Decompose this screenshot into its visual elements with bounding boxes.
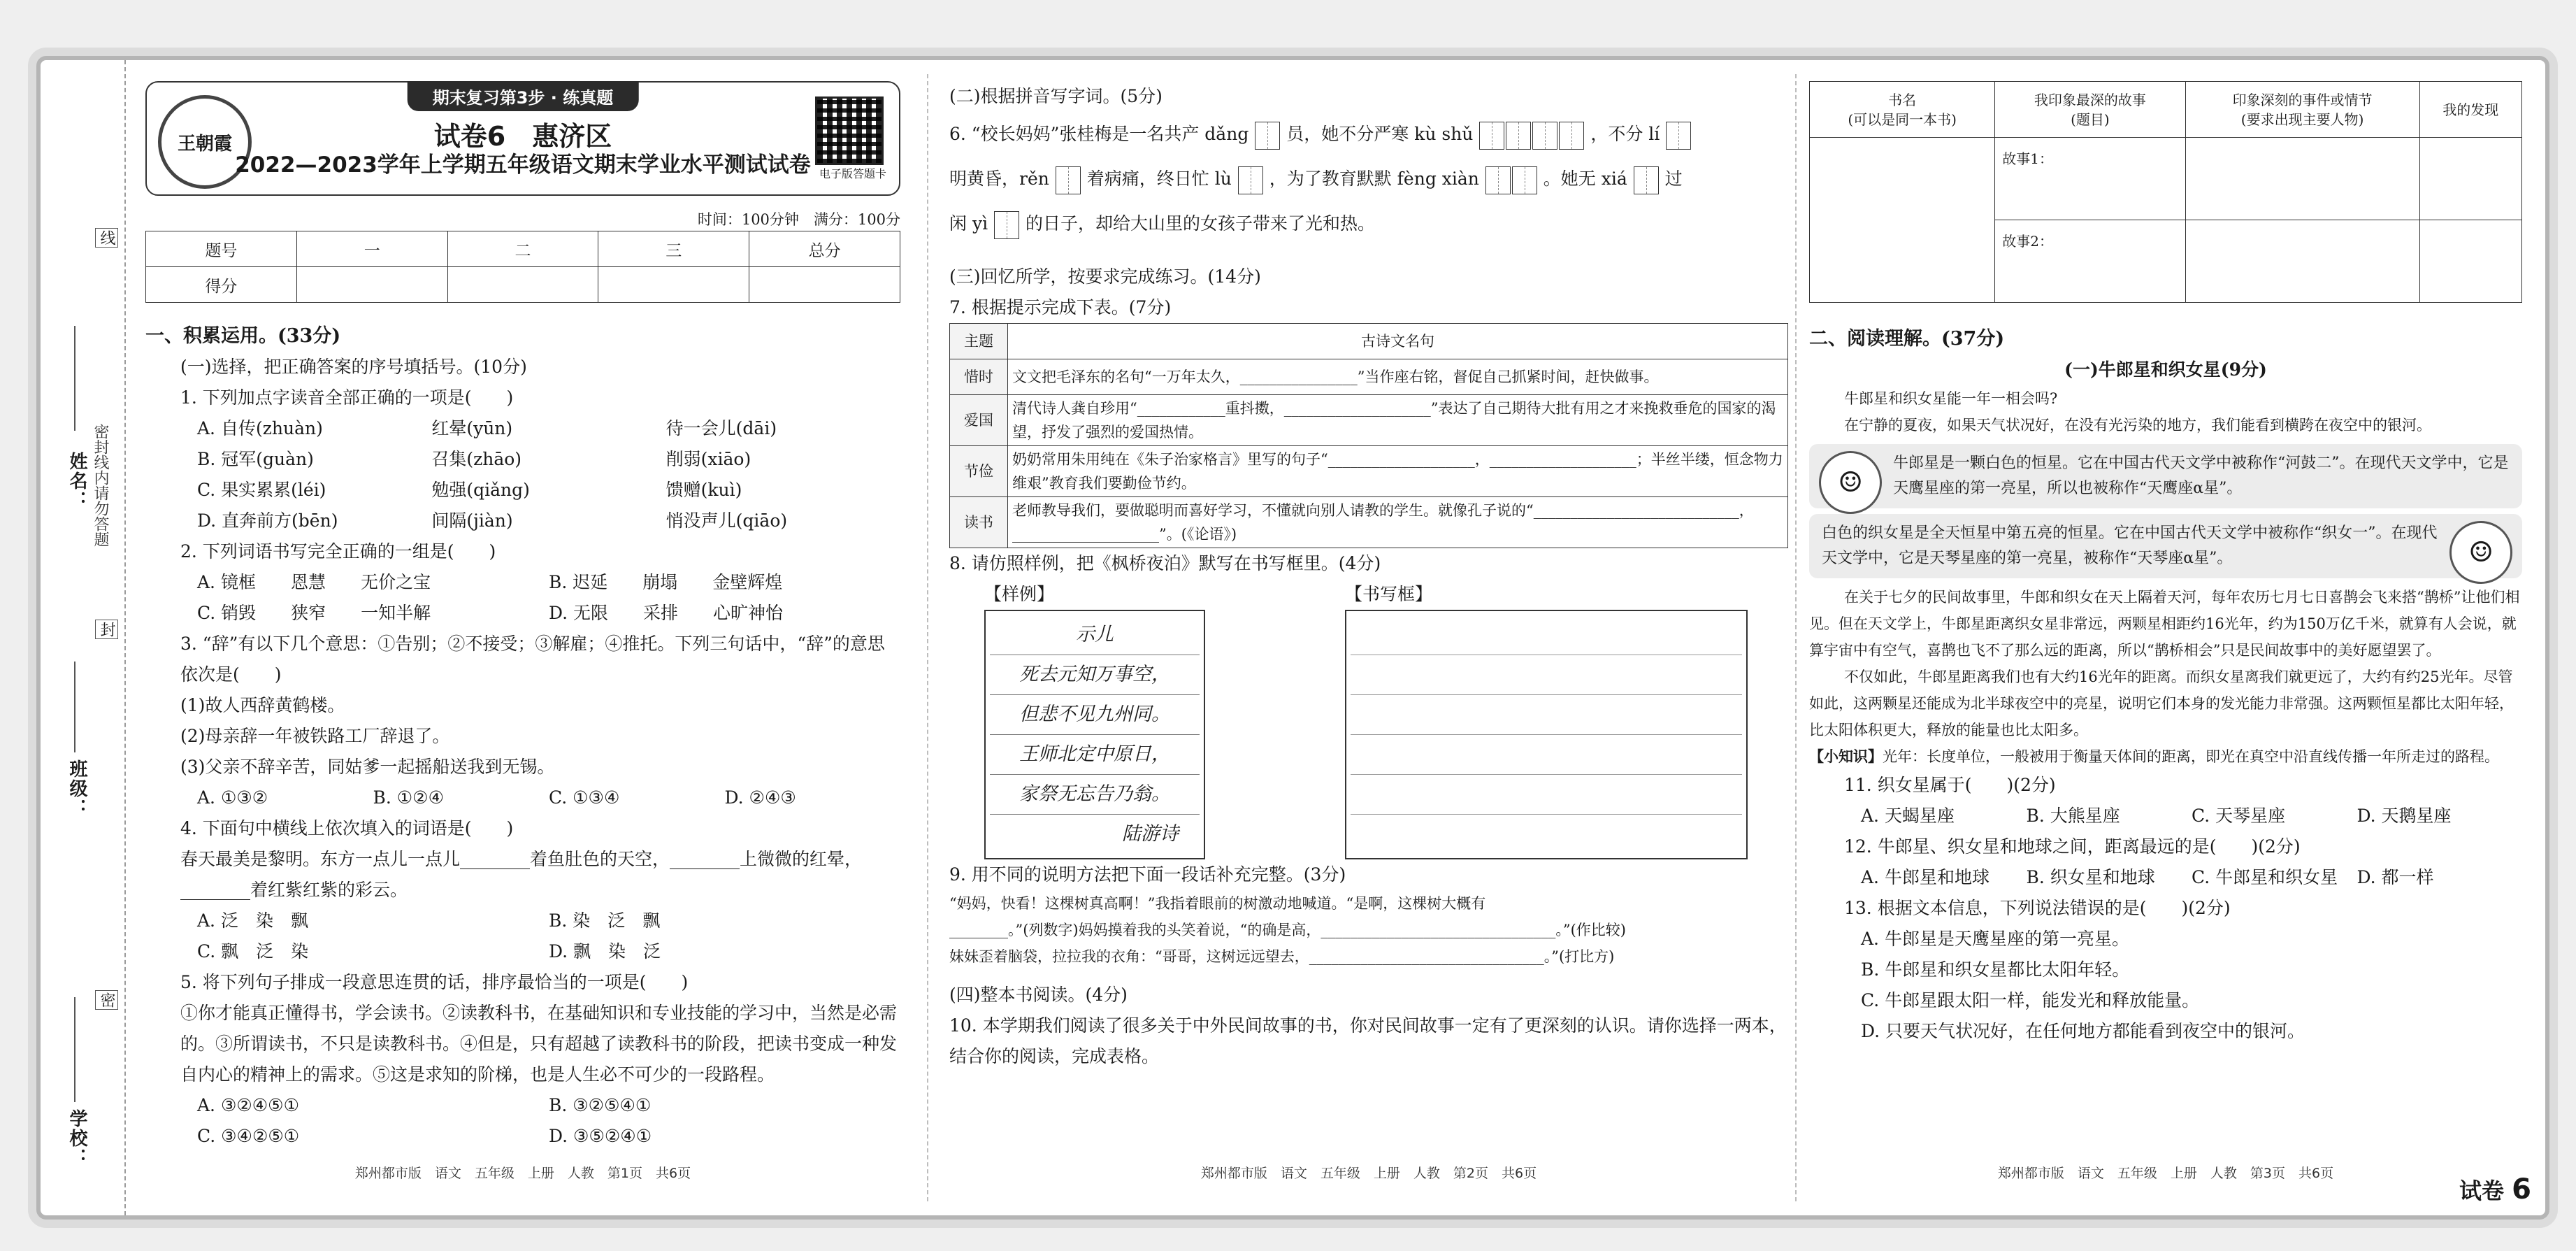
exam-sheet xyxy=(36,56,2549,1220)
sample-line: 家祭无忘告乃翁。 xyxy=(990,775,1200,815)
info-bubble xyxy=(1809,444,2522,508)
poem-prompt[interactable]: 清代诗人龚自珍用“____________重抖擞，____________________”表达了自己期待大批有用之才来挽救垂危的国家的渴望，抒发了强烈的爱国热情。 xyxy=(1008,395,1788,446)
pinyin-box[interactable] xyxy=(1512,166,1537,194)
poem-theme: 爱国 xyxy=(950,395,1008,446)
option[interactable]: A. 镜框 恩慧 无价之宝 xyxy=(197,572,431,592)
writing-line[interactable] xyxy=(1351,815,1742,854)
pinyin-box[interactable] xyxy=(1634,166,1659,194)
writing-line[interactable] xyxy=(1351,775,1742,815)
section-heading: 一、积累运用。(33分) xyxy=(145,325,341,347)
sample-line: 示儿 xyxy=(990,615,1200,655)
binding-mark: 封 xyxy=(95,620,118,639)
qr-code-icon[interactable] xyxy=(815,96,884,165)
paper-title: 2022—2023学年上学期五年级语文期末学业水平测试试卷 xyxy=(235,152,811,178)
reading-table-cell[interactable] xyxy=(2185,220,2419,303)
poem-prompt[interactable]: 奶奶常用朱用纯在《朱子治家格言》里写的句子“____________________，____________________；半丝半缕，恒念物力维艰”教育我们要勤俭节约。 xyxy=(1008,446,1788,497)
reading-table-header: 我的发现 xyxy=(2419,82,2521,138)
question: 2. 下列词语书写完全正确的一组是( ) xyxy=(180,541,496,562)
option[interactable]: A. 天蝎星座 xyxy=(1861,806,1955,826)
column-divider xyxy=(927,74,928,1201)
pinyin-box[interactable] xyxy=(1559,122,1584,150)
pinyin-box[interactable] xyxy=(1056,166,1081,194)
passage-title: (一)牛郎星和织女星(9分) xyxy=(2064,359,2267,380)
tip xyxy=(1809,743,2522,770)
bubble-text: 白色的织女星是全天恒星中第五亮的恒星。它在中国古代天文学中被称作“织女一”。在现代天文学中，它是天琴星座的第一亮星，被称作“天琴座α星”。 xyxy=(1822,524,2438,567)
corner-number: 6 xyxy=(2512,1173,2531,1206)
option[interactable]: B. ③②⑤④① xyxy=(549,1095,652,1115)
binding-margin xyxy=(41,60,126,1215)
options xyxy=(145,567,900,629)
reading-table-cell[interactable] xyxy=(2419,220,2521,303)
corner-label: 试卷 xyxy=(2459,1178,2505,1204)
option[interactable]: D. 无限 采排 心旷神怡 xyxy=(549,603,784,623)
options xyxy=(1809,862,2522,893)
options xyxy=(145,782,900,813)
reading-table-cell[interactable] xyxy=(1810,138,1995,303)
score-cell[interactable] xyxy=(447,267,598,303)
option[interactable]: B. 染 泛 飘 xyxy=(549,910,661,931)
question-item: (2)母亲辞一年被铁路工厂辞退了。 xyxy=(180,726,450,746)
option[interactable]: C. ①③④ xyxy=(549,787,620,808)
q6-text: 。她无 xiá xyxy=(1543,169,1627,189)
option: 红晕(yūn) xyxy=(431,418,513,438)
score-header: 三 xyxy=(598,231,749,267)
q6-text: ，为了教育默默 fèng xiàn xyxy=(1269,169,1479,189)
reading-table-header: 书名 (可以是同一本书) xyxy=(1810,82,1995,138)
options xyxy=(145,413,900,536)
reading-table-cell[interactable] xyxy=(2185,138,2419,220)
option: 削弱(xiāo) xyxy=(665,449,751,469)
name-line xyxy=(74,326,75,431)
option[interactable]: B. 牛郎星和织女星都比太阳年轻。 xyxy=(1861,959,2130,980)
class-label: 班级： xyxy=(66,759,87,818)
passage-paragraph: 在宁静的夏夜，如果天气状况好，在没有光污染的地方，我们能看到横跨在夜空中的银河。 xyxy=(1844,417,2431,434)
sub-heading: (三)回忆所学，按要求完成练习。(14分) xyxy=(949,266,1261,287)
options xyxy=(145,1090,900,1152)
score-cell[interactable] xyxy=(598,267,749,303)
pinyin-box[interactable] xyxy=(1532,122,1557,150)
option[interactable]: D. ③⑤②④① xyxy=(549,1126,652,1146)
option[interactable]: C. 果实累累(léi) xyxy=(197,480,326,500)
question-item: (1)故人西辞黄鹤楼。 xyxy=(180,695,345,715)
tip-label: 【小知识】 xyxy=(1809,748,1883,765)
review-tag: 期末复习第3步 · 练真题 xyxy=(408,81,639,111)
option[interactable]: D. 只要天气状况好，在任何地方都能看到夜空中的银河。 xyxy=(1861,1021,2305,1041)
sample-box xyxy=(984,610,1205,859)
question: 1. 下列加点字读音全部正确的一项是( ) xyxy=(180,387,514,408)
poem-theme: 节俭 xyxy=(950,446,1008,497)
option[interactable]: C. ③④②⑤① xyxy=(197,1126,300,1146)
question: 11. 织女星属于( )(2分) xyxy=(1844,775,2056,795)
option[interactable]: A. 牛郎星是天鹰星座的第一亮星。 xyxy=(1861,929,2129,949)
page-footer: 郑州都市版 语文 五年级 上册 人教 第1页 共6页 xyxy=(354,1166,691,1181)
option: 悄没声儿(qiāo) xyxy=(665,510,788,531)
time-score: 时间：100分钟 满分：100分 xyxy=(697,211,900,228)
boy-avatar-icon: ☺ xyxy=(1819,451,1882,514)
question: 5. 将下列句子排成一段意思连贯的话，排序最恰当的一项是( ) xyxy=(180,972,689,992)
option[interactable]: A. 自传(zhuàn) xyxy=(197,418,323,438)
reading-table xyxy=(1809,81,2522,303)
passage-paragraph: 牛郎星和织女星能一年一相会吗? xyxy=(1844,390,2058,407)
pinyin-box[interactable] xyxy=(1485,166,1511,194)
question: 9. 用不同的说明方法把下面一段话补充完整。(3分) xyxy=(949,864,1346,885)
option[interactable]: B. ①②④ xyxy=(373,787,445,808)
seal-text: 王朝霞 xyxy=(177,133,232,155)
writing-line[interactable] xyxy=(1351,615,1742,655)
q6-text: 的日子，却给大山里的女孩子带来了光和热。 xyxy=(1025,213,1375,234)
option[interactable]: A. ③②④⑤① xyxy=(197,1095,300,1115)
option: 召集(zhāo) xyxy=(431,449,522,469)
page-2 xyxy=(949,81,1788,1187)
column-divider xyxy=(1795,74,1797,1201)
option[interactable]: B. 大熊星座 xyxy=(2026,806,2120,826)
option[interactable]: D. 天鹅星座 xyxy=(2356,806,2452,826)
pinyin-box[interactable] xyxy=(994,211,1019,239)
option[interactable]: A. ①③② xyxy=(197,787,268,808)
option[interactable]: B. 迟延 崩塌 金壁辉煌 xyxy=(549,572,783,592)
score-cell[interactable] xyxy=(749,267,900,303)
pinyin-box[interactable] xyxy=(1255,122,1280,150)
paper-corner-label xyxy=(2459,1173,2531,1206)
reading-table-header: 我印象最深的故事 (题目) xyxy=(1995,82,2185,138)
paper-number: 试卷6 惠济区 xyxy=(433,121,612,152)
option[interactable]: B. 冠军(guàn) xyxy=(197,449,314,469)
options xyxy=(145,906,900,967)
question-text[interactable]: ________。”(列数字)妈妈摸着我的头笑着说，“的确是高，________________________________。”(作比较) xyxy=(949,922,1626,938)
sample-line: 王师北定中原日， xyxy=(990,735,1200,775)
binding-mark: 线 xyxy=(95,228,118,248)
pinyin-box[interactable] xyxy=(1666,122,1691,150)
option[interactable]: C. 牛郎星和织女星 xyxy=(2192,867,2338,887)
option[interactable]: C. 牛郎星跟太阳一样，能发光和释放能量。 xyxy=(1861,990,2200,1010)
writing-box[interactable] xyxy=(1345,610,1748,859)
option[interactable]: D. 都一样 xyxy=(2356,867,2434,887)
reading-table-cell[interactable] xyxy=(2419,138,2521,220)
question-q6 xyxy=(949,201,1788,246)
option[interactable]: B. 织女星和地球 xyxy=(2026,867,2155,887)
writing-line[interactable] xyxy=(1351,655,1742,695)
question-q6 xyxy=(949,112,1788,157)
option[interactable]: D. 飘 染 泛 xyxy=(549,941,661,962)
option: 待一会儿(dāi) xyxy=(665,418,777,438)
score-header: 二 xyxy=(447,231,598,267)
question: 7. 根据提示完成下表。(7分) xyxy=(949,297,1172,317)
q6-text: ，不分 lí xyxy=(1590,124,1660,144)
question: 3. “辞”有以下几个意思：①告别；②不接受；③解雇；④推托。下列三句话中，“辞”的意思依次是( ) xyxy=(180,634,885,685)
pinyin-box[interactable] xyxy=(1479,122,1504,150)
sample-line: 陆游诗 xyxy=(1122,823,1179,845)
score-cell[interactable] xyxy=(296,267,447,303)
sample-line: 死去元知万事空， xyxy=(990,655,1200,695)
copy-exercise xyxy=(949,579,1788,859)
question-text: “妈妈，快看！这棵树真高啊！”我指着眼前的树激动地喊道。“是啊，这棵树大概有 xyxy=(949,895,1486,912)
question-item: (3)父亲不辞辛苦，同姑爹一起摇船送我到无锡。 xyxy=(180,757,555,777)
q6-text: 6. “校长妈妈”张桂梅是一名共产 dǎng xyxy=(949,124,1249,144)
pinyin-box[interactable] xyxy=(1506,122,1531,150)
bubble-text: 牛郎星是一颗白色的恒星。它在中国古代天文学中被称作“河鼓二”。在现代天文学中，它是天鹰星座的第一亮星，所以也被称作“天鹰座α星”。 xyxy=(1893,455,2509,497)
writing-line[interactable] xyxy=(1351,695,1742,735)
q6-text: 着病痛，终日忙 lù xyxy=(1086,169,1232,189)
write-label: 【书写框】 xyxy=(1345,584,1433,604)
question: 12. 牛郎星、织女星和地球之间，距离最远的是( )(2分) xyxy=(1844,836,2301,857)
sub-heading: (一)选择，把正确答案的序号填括号。(10分) xyxy=(180,357,527,377)
passage-paragraph: 不仅如此，牛郎星距离我们也有大约16光年的距离。而织女星离我们就更远了，大约有约25光年。尽管如此，这两颗星还能成为北半球夜空中的亮星，说明它们本身的发光能力非常强。这两颗恒星都比太阳年轻，比太阳体积更大，释放的能量也比太阳多。 xyxy=(1809,669,2514,738)
page-1 xyxy=(145,81,900,1187)
binding-mark: 密 xyxy=(95,990,118,1010)
score-header: 总分 xyxy=(749,231,900,267)
option[interactable]: A. 泛 染 飘 xyxy=(197,910,308,931)
option: 馈赠(kuì) xyxy=(665,480,742,500)
sample-label: 【样例】 xyxy=(984,584,1055,604)
option[interactable]: D. 直奔前方(bēn) xyxy=(197,510,338,531)
poem-table-header: 古诗文名句 xyxy=(1008,324,1788,359)
poem-table xyxy=(949,323,1788,548)
sample-line: 但悲不见九州同。 xyxy=(990,695,1200,735)
pinyin-box[interactable] xyxy=(1238,166,1263,194)
girl-avatar-icon: ☺ xyxy=(2449,521,2512,584)
question: 8. 请仿照样例，把《枫桥夜泊》默写在书写框里。(4分) xyxy=(949,553,1381,573)
score-row-label: 得分 xyxy=(146,267,297,303)
page-3 xyxy=(1809,81,2522,1187)
story-2-label[interactable]: 故事2： xyxy=(1995,220,2185,303)
question: 10. 本学期我们阅读了很多关于中外民间故事的书，你对民间故事一定有了更深刻的认识。请你选择一两本，结合你的阅读，完成表格。 xyxy=(949,1015,1787,1066)
writing-line[interactable] xyxy=(1351,735,1742,775)
page-footer: 郑州都市版 语文 五年级 上册 人教 第2页 共6页 xyxy=(1200,1166,1537,1181)
score-header: 题号 xyxy=(146,231,297,267)
school-line xyxy=(74,997,75,1102)
qr-note: 电子版答题卡 xyxy=(819,167,886,180)
option[interactable]: C. 销毁 狭窄 一知半解 xyxy=(197,603,431,623)
question: 4. 下面句中横线上依次填入的词语是( ) xyxy=(180,818,514,838)
q6-text: 过 xyxy=(1664,169,1683,189)
passage-paragraph: 在关于七夕的民间故事里，牛郎和织女在天上隔着天河，每年农历七月七日喜鹊会飞来搭“鹊桥”让他们相见。但在天文学上，牛郎星距离织女星非常远，两颗星相距约16光年，约为150万亿千米，就算有人会说，就算宇宙中有空气，喜鹊也飞不了那么远的距离，所以“鹊桥相会”只是民间故事中的美好愿望罢了。 xyxy=(1809,589,2520,659)
page-footer: 郑州都市版 语文 五年级 上册 人教 第3页 共6页 xyxy=(1997,1166,2334,1181)
poem-theme: 读书 xyxy=(950,497,1008,548)
sub-heading: (二)根据拼音写字词。(5分) xyxy=(949,86,1163,106)
option[interactable]: C. 飘 泛 染 xyxy=(197,941,309,962)
paper-header xyxy=(145,81,900,196)
option: 间隔(jiàn) xyxy=(431,510,513,531)
poem-prompt[interactable]: 文文把毛泽东的名句“一万年太久，________________”当作座右铭，督促自己抓紧时间，赶快做事。 xyxy=(1008,359,1788,395)
question-text: 春天最美是黎明。东方一点儿一点儿________着鱼肚色的天空，________上微微的红晕，________着红紫红紫的彩云。 xyxy=(180,849,863,900)
option[interactable]: A. 牛郎星和地球 xyxy=(1861,867,1989,887)
name-label: 姓名： xyxy=(66,452,87,510)
reading-table-header: 印象深刻的事件或情节 (要求出现主要人物) xyxy=(2185,82,2419,138)
question: 13. 根据文本信息，下列说法错误的是( )(2分) xyxy=(1844,898,2231,918)
options xyxy=(1809,801,2522,831)
poem-theme: 惜时 xyxy=(950,359,1008,395)
q6-text: 明黄昏，rěn xyxy=(949,169,1049,189)
binding-note: 密封线内请勿答题 xyxy=(92,424,109,547)
option: 勉强(qiǎng) xyxy=(431,480,530,500)
school-label: 学校： xyxy=(66,1109,87,1168)
question-text: ①你才能真正懂得书，学会读书。②读教科书，在基础知识和专业技能的学习中，当然是必需的。③所谓读书，不只是读教科书。④但是，只有超越了读教科书的阶段，把读书变成一种发自内心的精神上的需求。⑤这是求知的阶梯，也是人生必不可少的一段路程。 xyxy=(180,1003,898,1085)
tip-text: 光年：长度单位，一般被用于衡量天体间的距离，即光在真空中沿直线传播一年所走过的路程。 xyxy=(1883,748,2499,765)
sub-heading: (四)整本书阅读。(4分) xyxy=(949,985,1128,1005)
class-line xyxy=(74,662,75,752)
score-header: 一 xyxy=(296,231,447,267)
option[interactable]: D. ②④③ xyxy=(724,787,796,808)
story-1-label[interactable]: 故事1： xyxy=(1995,138,2185,220)
section-heading: 二、阅读理解。(37分) xyxy=(1809,328,2005,350)
info-bubble xyxy=(1809,514,2522,578)
question-text[interactable]: 妹妹歪着脑袋，拉拉我的衣角：“哥哥，这树远远望去，________________________________。”(打比方) xyxy=(949,948,1615,965)
option[interactable]: C. 天琴星座 xyxy=(2192,806,2286,826)
poem-table-header: 主题 xyxy=(950,324,1008,359)
poem-prompt[interactable]: 老师教导我们，要做聪明而喜好学习，不懂就向别人请教的学生。就像孔子说的“____________________________，____________________”。(《论语》) xyxy=(1008,497,1788,548)
question-q6 xyxy=(949,157,1788,201)
q6-text: 员，她不分严寒 kù shǔ xyxy=(1286,124,1474,144)
score-table xyxy=(145,231,900,303)
q6-text: 闲 yì xyxy=(949,213,988,234)
